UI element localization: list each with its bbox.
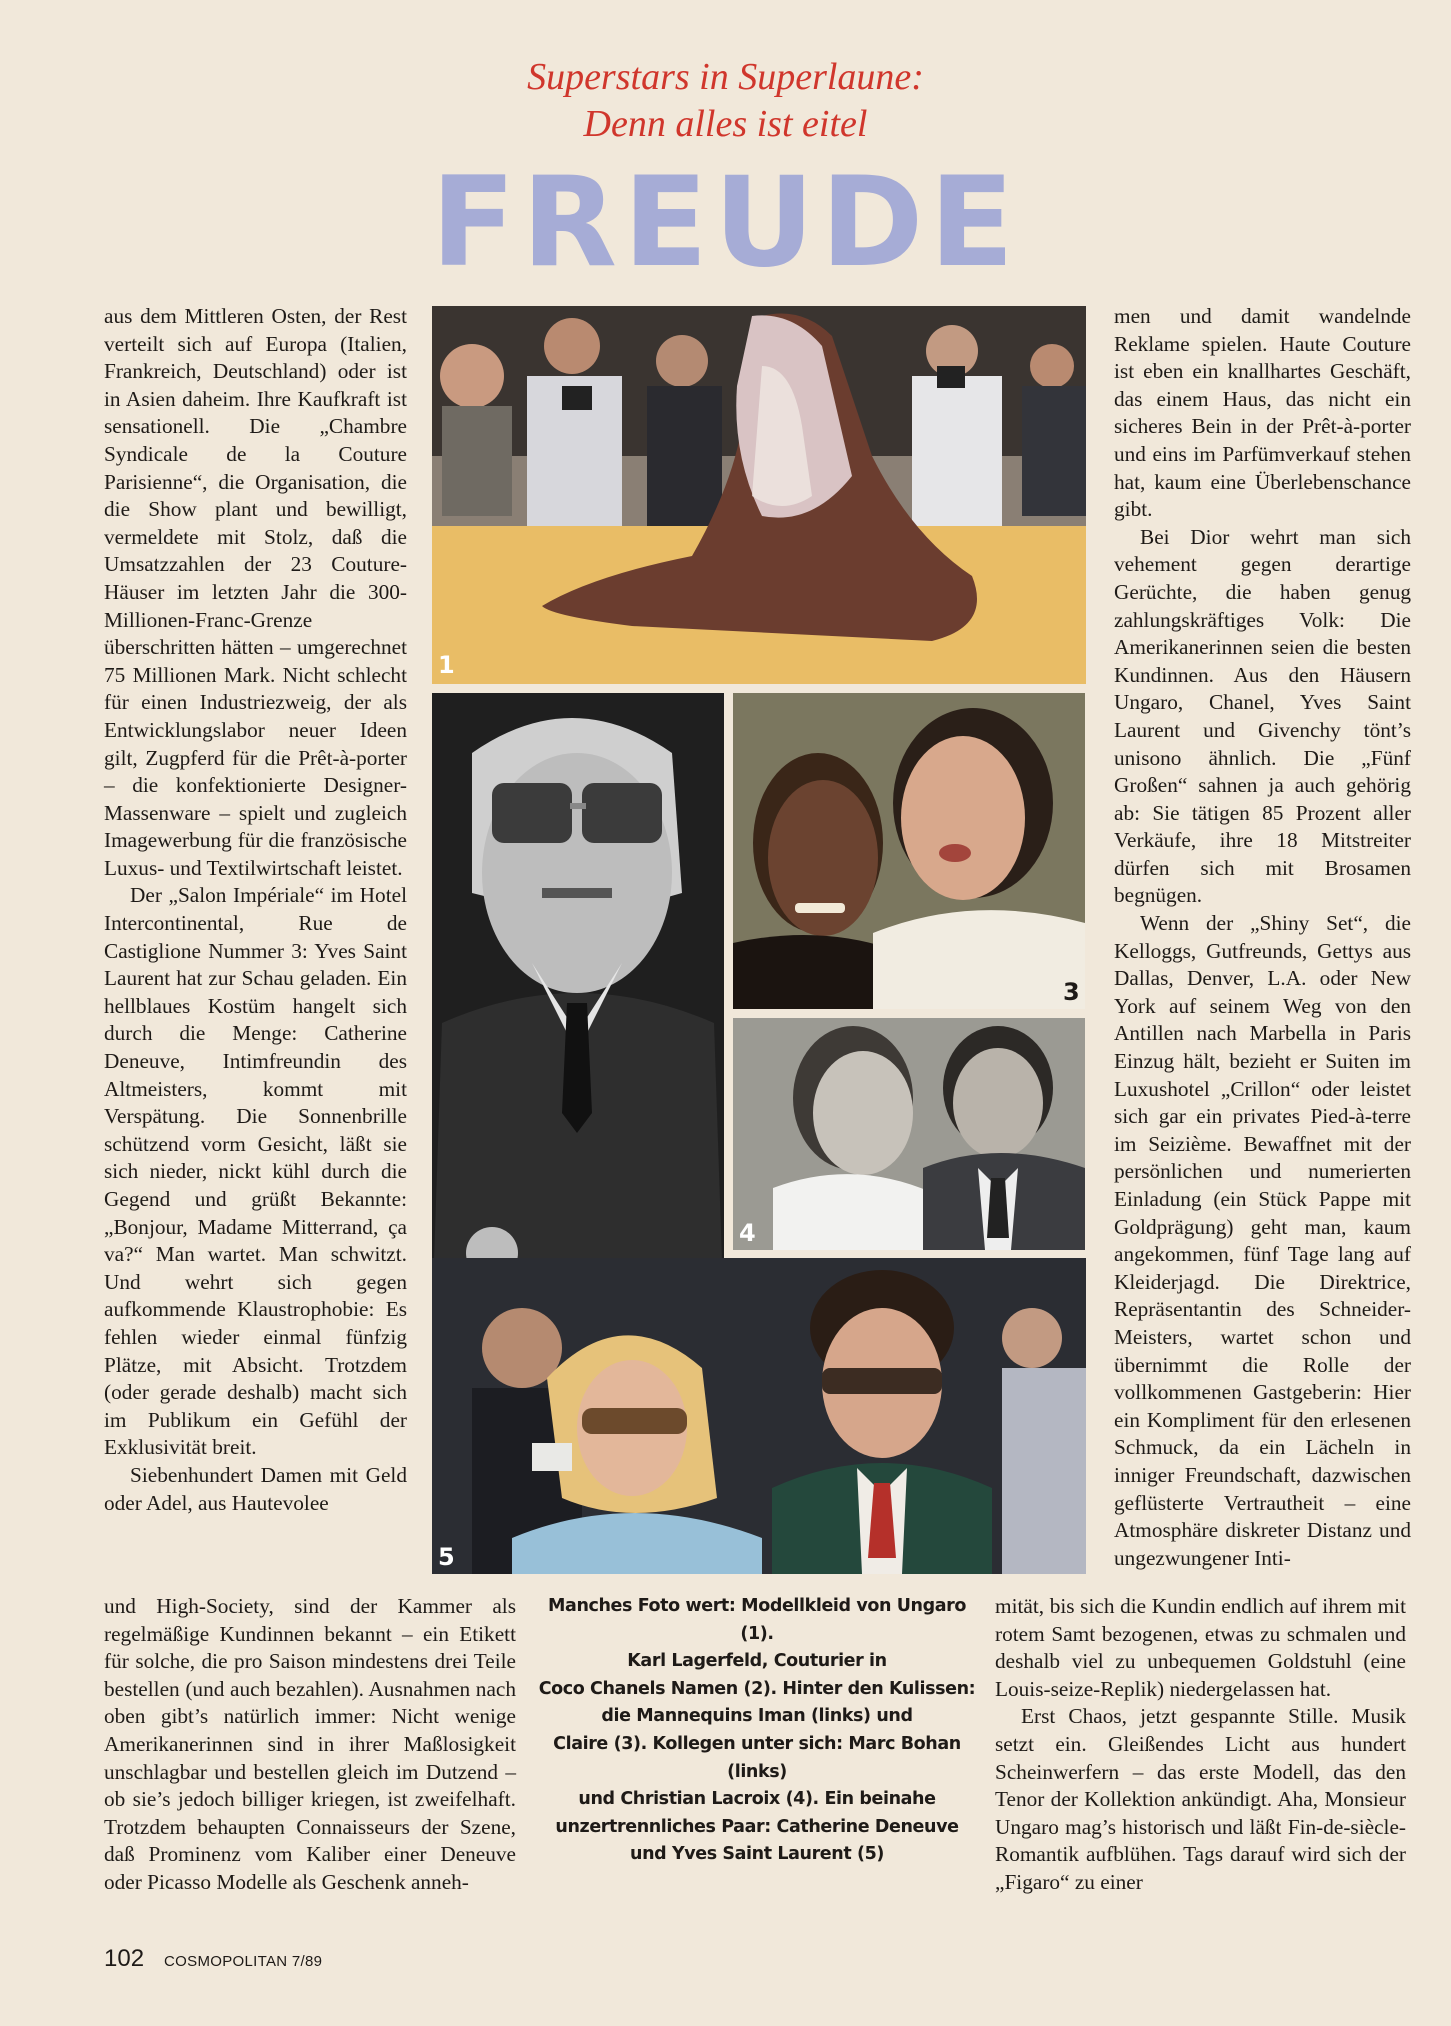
paragraph: Siebenhundert Damen mit Geld oder Adel, aus Hautevolee bbox=[104, 1462, 407, 1515]
photo-number: 4 bbox=[739, 1219, 756, 1247]
caption-line: die Mannequins Iman (links) und bbox=[601, 1706, 913, 1727]
paragraph: aus dem Mittleren Osten, der Rest verteilt sich auf Europa (Italien, Frankreich, Deutschland) oder ist in Asien daheim. Ihre Kaufkraft ist sensationell. Die „Chambre Syndicale de la Couture Parisienne“, die Organisation, die die Show plant und bewilligt, vermeldete mit Stolz, daß die Umsatzzahlen der 23 Couture-Häuser im letzten Jahr die 300-Millionen-Franc-Grenze überschritten hätten – umgerechnet 75 Millionen Mark. Nicht schlecht für einen Industriezweig, der als Entwicklungslabor neuer Ideen gilt, Zugpferd für die Prêt-à-porter – die konfektionierte Designer-Massenware – spielt und zugleich Imagewerbung für die französische Luxus- und Textilwirtschaft leistet. bbox=[104, 304, 407, 880]
photo-deneuve-and-saint-laurent bbox=[432, 1258, 1086, 1574]
paragraph: Der „Salon Impériale“ im Hotel Intercontinental, Rue de Castiglione Nummer 3: Yves Saint Laurent hat zur Schau geladen. Ein hellblaues Kostüm hangelt sich durch die Menge: Catherine Deneuve, Intimfreundin des Altmeisters, kommt mit Verspätung. Die Sonnenbrille schützend vorm Gesicht, läßt sie sich nieder, nickt kühl durch die Gegend und grüßt Bekannte: „Bonjour, Madame Mitterrand, ça va?“ Man wartet. Man schwitzt. Und wehrt sich gegen aufkommende Klaustrophobie: Es fehlen wieder einmal fünfzig Plätze, mit Absicht. Trotzdem (oder gerade deshalb) macht sich im Publikum ein Gefühl der Exklusivität breit. bbox=[104, 883, 407, 1460]
photo-number: 5 bbox=[438, 1543, 455, 1571]
paragraph: Bei Dior wehrt man sich vehement gegen derartige Gerüchte, die haben genug zahlungskräftiges Volk: Die Amerikanerinnen seien die besten Kundinnen. Aus den Häusern Ungaro, Chanel, Yves Saint Laurent und Givenchy tönt’s unisono ähnlich. Die „Fünf Großen“ sahnen ja auch gehörig ab: Sie tätigen 85 Prozent aller Verkäufe, ihre 18 Mitstreiter dürfen sich mit Brosamen begnügen. bbox=[1114, 524, 1411, 908]
photo-bohan-and-lacroix bbox=[733, 1018, 1085, 1250]
runway-gown-illustration bbox=[432, 306, 1086, 684]
photo-caption bbox=[536, 1593, 978, 1869]
paragraph: Erst Chaos, jetzt gespannte Stille. Musik setzt ein. Gleißendes Licht aus hundert Scheinwerfern – das erste Modell, das den Tenor der Kollektion ankündigt. Aha, Monsieur Ungaro mag’s historisch und läßt Fin-de-siècle-Romantik aufblühen. Tags darauf wird sich der „Figaro“ zu einer bbox=[995, 1704, 1406, 1894]
caption-line: und Yves Saint Laurent (5) bbox=[630, 1844, 884, 1865]
page-number: 102 bbox=[104, 1945, 145, 1972]
caption-line: Manches Foto wert: Modellkleid von Ungaro (1). bbox=[548, 1596, 966, 1644]
paragraph: und High-Society, sind der Kammer als regelmäßige Kundinnen bekannt – ein Etikett für solche, die pro Saison mindestens drei Teile bestellen (und auch bezahlen). Ausnahmen nach oben gibt’s natürlich immer: Nicht wenige Amerikanerinnen sind in ihrer Maßlosigkeit unschlagbar und bestellen gleich im Dutzend – ob sie’s jedoch billiger kriegen, ist zweifelhaft. Trotzdem behaupten Connaisseurs der Szene, daß Prominenz vom Kaliber einer Deneuve oder Picasso Modelle als Geschenk anneh- bbox=[104, 1594, 516, 1894]
photo-iman-and-claire bbox=[733, 693, 1085, 1009]
portrait-illustration bbox=[733, 693, 1085, 1009]
text-column-2 bbox=[104, 1593, 516, 1897]
photo-number: 3 bbox=[1063, 978, 1080, 1006]
kicker-line-1: Superstars in Superlaune: bbox=[527, 56, 924, 98]
portrait-illustration bbox=[432, 1258, 1086, 1574]
caption-line: Coco Chanels Namen (2). Hinter den Kulissen: bbox=[538, 1678, 976, 1699]
photo-karl-lagerfeld bbox=[432, 693, 724, 1321]
paragraph: mität, bis sich die Kundin endlich auf ihrem mit rotem Samt bezogenen, etwas zu schmalen und deshalb viel zu unbequemen Goldstuhl (eine Louis-seize-Replik) niedergelassen hat. bbox=[995, 1594, 1406, 1701]
article-title: FREUDE bbox=[430, 151, 1021, 295]
paragraph: men und damit wandelnde Reklame spielen. Haute Couture ist eben ein knallhartes Geschäft, das einem Haus, das nicht ein sicheres Bein in der Prêt-à-porter und eins im Parfümverkauf stehen hat, kaum eine Überlebenschance gibt. bbox=[1114, 304, 1411, 522]
photo-number: 1 bbox=[438, 651, 455, 679]
page-footer bbox=[104, 1945, 322, 1973]
paragraph: Wenn der „Shiny Set“, die Kelloggs, Gutfreunds, Gettys aus Dallas, Denver, L.A. oder New York auf seinem Weg von den Antillen nach Marbella in Paris Einzug hält, bezieht er Suiten im Luxushotel „Crillon“ oder leistet sich gar ein privates Pied-à-terre im Seizième. Bewaffnet mit der persönlichen und numerierten Einladung (ein Stück Pappe mit Goldprägung) geht man, kaum angekommen, fünf Tage lang auf Kleiderjagd. Die Direktrice, Repräsentantin des Schneider-Meisters, wartet schon und übernimmt die Rolle der vollkommenen Gastgeberin: Hier ein Kompliment für den erlesenen Schmuck, da ein Lächeln in inniger Freundschaft, dazwischen geflüsterte Vertrautheit – eine Atmosphäre diskreter Distanz und ungezwungener Inti- bbox=[1114, 911, 1411, 1570]
caption-line: und Christian Lacroix (4). Ein beinahe bbox=[578, 1789, 936, 1810]
magazine-issue: COSMOPOLITAN 7/89 bbox=[164, 1953, 323, 1970]
text-column-4 bbox=[995, 1593, 1406, 1897]
caption-line: unzertrennliches Paar: Catherine Deneuve bbox=[555, 1816, 959, 1837]
portrait-illustration bbox=[733, 1018, 1085, 1250]
text-column-3 bbox=[1114, 303, 1411, 1572]
caption-line: Claire (3). Kollegen unter sich: Marc Bohan (links) bbox=[553, 1733, 961, 1782]
caption-line: Karl Lagerfeld, Couturier in bbox=[627, 1651, 887, 1672]
photo-runway-gown bbox=[432, 306, 1086, 684]
portrait-illustration bbox=[432, 693, 724, 1321]
kicker-line-2: Denn alles ist eitel bbox=[583, 103, 868, 145]
text-column-1 bbox=[104, 303, 407, 1517]
